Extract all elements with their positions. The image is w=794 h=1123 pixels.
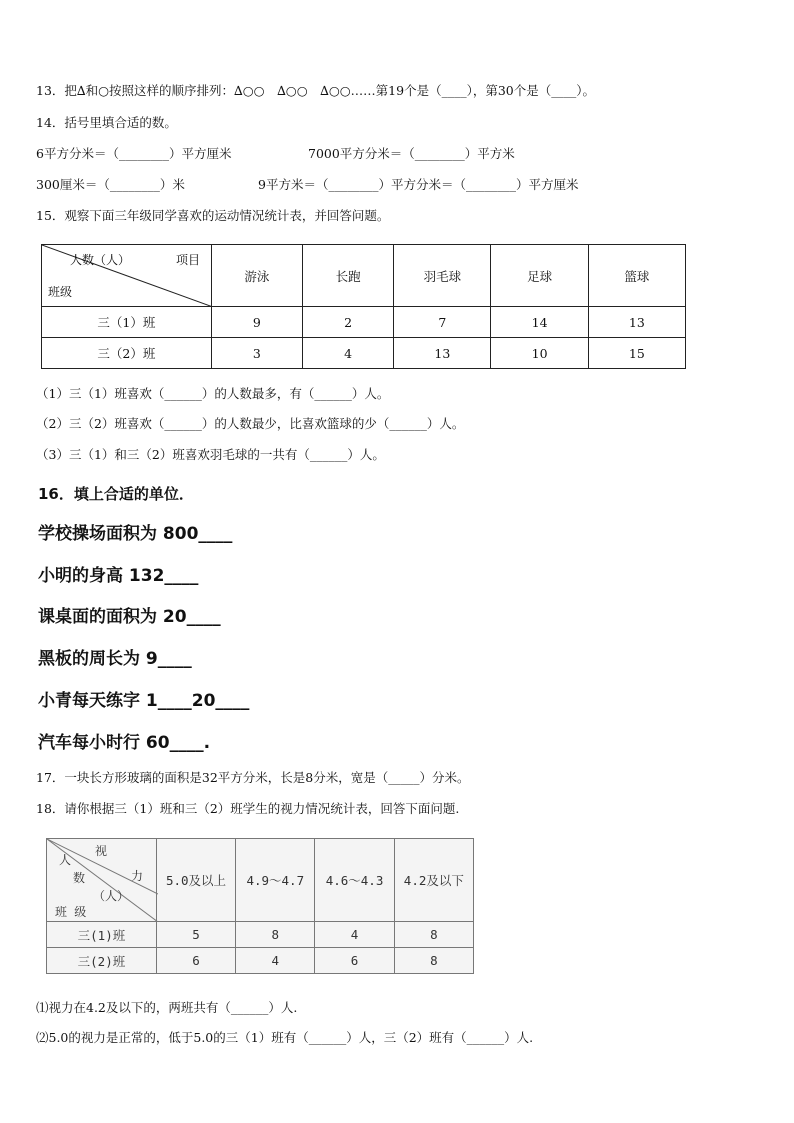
table-corner-cell <box>47 839 157 922</box>
question-18-sub2: ⑵5.0的视力是正常的，低于5.0的三（1）班有（______）人，三（2）班有（______）人. <box>36 1030 534 1045</box>
cell-value: 8 <box>236 922 315 948</box>
corner-class-label: 班 级 <box>55 905 87 919</box>
question-16-item: 学校操场面积为 800____ <box>38 524 233 544</box>
vision-table <box>46 838 474 974</box>
corner-people-char: 数 <box>73 871 86 885</box>
table-row <box>47 922 474 948</box>
row-class-name: 三（1）班 <box>42 307 212 338</box>
cell-value: 3 <box>211 338 302 369</box>
question-13: 13．把∆和○按照这样的顺序排列：∆○○ ∆○○ ∆○○……第19个是（____），第30个是（____）。 <box>36 83 595 98</box>
cell-value: 8 <box>394 922 473 948</box>
header-basketball: 篮球 <box>588 245 685 307</box>
corner-people-char: 人 <box>59 853 72 867</box>
table-row <box>42 307 686 338</box>
cell-value: 2 <box>302 307 393 338</box>
header-swim: 游泳 <box>211 245 302 307</box>
question-16-item: 小青每天练字 1____20____ <box>38 691 250 711</box>
table-corner-cell <box>42 245 212 307</box>
header-vision: 4.6～4.3 <box>315 839 394 922</box>
question-15-sub1: （1）三（1）班喜欢（______）的人数最多，有（______）人。 <box>36 386 390 401</box>
question-14-line2b: 9平方米＝（________）平方分米＝（________）平方厘米 <box>258 177 579 192</box>
question-14-line2a: 300厘米＝（________）米 <box>36 177 185 192</box>
question-14-line1a: 6平方分米＝（________）平方厘米 <box>36 146 232 161</box>
corner-item-label: 项目 <box>176 253 201 267</box>
question-14-title: 14．括号里填合适的数。 <box>36 115 177 130</box>
question-15-sub3: （3）三（1）和三（2）班喜欢羽毛球的一共有（______）人。 <box>36 447 385 462</box>
cell-value: 9 <box>211 307 302 338</box>
header-football: 足球 <box>491 245 588 307</box>
cell-value: 7 <box>394 307 491 338</box>
table-row <box>47 948 474 974</box>
cell-value: 5 <box>156 922 235 948</box>
header-vision: 5.0及以上 <box>156 839 235 922</box>
cell-value: 10 <box>491 338 588 369</box>
corner-people-label: 人数（人） <box>70 253 131 267</box>
row-class-name: 三(1)班 <box>47 922 157 948</box>
cell-value: 8 <box>394 948 473 974</box>
question-16-item: 课桌面的面积为 20____ <box>38 607 221 627</box>
sports-table <box>41 244 686 369</box>
row-class-name: 三（2）班 <box>42 338 212 369</box>
question-15-title: 15．观察下面三年级同学喜欢的运动情况统计表，并回答问题。 <box>36 208 390 223</box>
cell-value: 4 <box>315 922 394 948</box>
cell-value: 13 <box>394 338 491 369</box>
cell-value: 6 <box>156 948 235 974</box>
cell-value: 14 <box>491 307 588 338</box>
question-18-title: 18．请你根据三（1）班和三（2）班学生的视力情况统计表，回答下面问题. <box>36 801 460 816</box>
header-badminton: 羽毛球 <box>394 245 491 307</box>
cell-value: 15 <box>588 338 685 369</box>
table-row <box>42 338 686 369</box>
question-14-line1b: 7000平方分米＝（________）平方米 <box>308 146 515 161</box>
question-15-sub2: （2）三（2）班喜欢（______）的人数最少，比喜欢篮球的少（______）人。 <box>36 416 465 431</box>
question-16-item: 黑板的周长为 9____ <box>38 649 192 669</box>
row-class-name: 三(2)班 <box>47 948 157 974</box>
header-vision: 4.2及以下 <box>394 839 473 922</box>
question-16-item: 汽车每小时行 60____. <box>38 733 211 753</box>
corner-people-unit: （人） <box>93 889 130 903</box>
cell-value: 4 <box>302 338 393 369</box>
cell-value: 6 <box>315 948 394 974</box>
cell-value: 13 <box>588 307 685 338</box>
header-run: 长跑 <box>302 245 393 307</box>
header-vision: 4.9～4.7 <box>236 839 315 922</box>
cell-value: 4 <box>236 948 315 974</box>
question-16-title: 16．填上合适的单位． <box>38 485 194 503</box>
corner-vision-char: 视 <box>95 844 108 858</box>
question-17: 17．一块长方形玻璃的面积是32平方分米，长是8分米，宽是（_____）分米。 <box>36 770 470 785</box>
corner-vision-char: 力 <box>131 869 144 883</box>
question-16-item: 小明的身高 132____ <box>38 566 199 586</box>
question-18-sub1: ⑴视力在4.2及以下的，两班共有（______）人. <box>36 1000 298 1015</box>
corner-class-label: 班级 <box>48 285 73 299</box>
